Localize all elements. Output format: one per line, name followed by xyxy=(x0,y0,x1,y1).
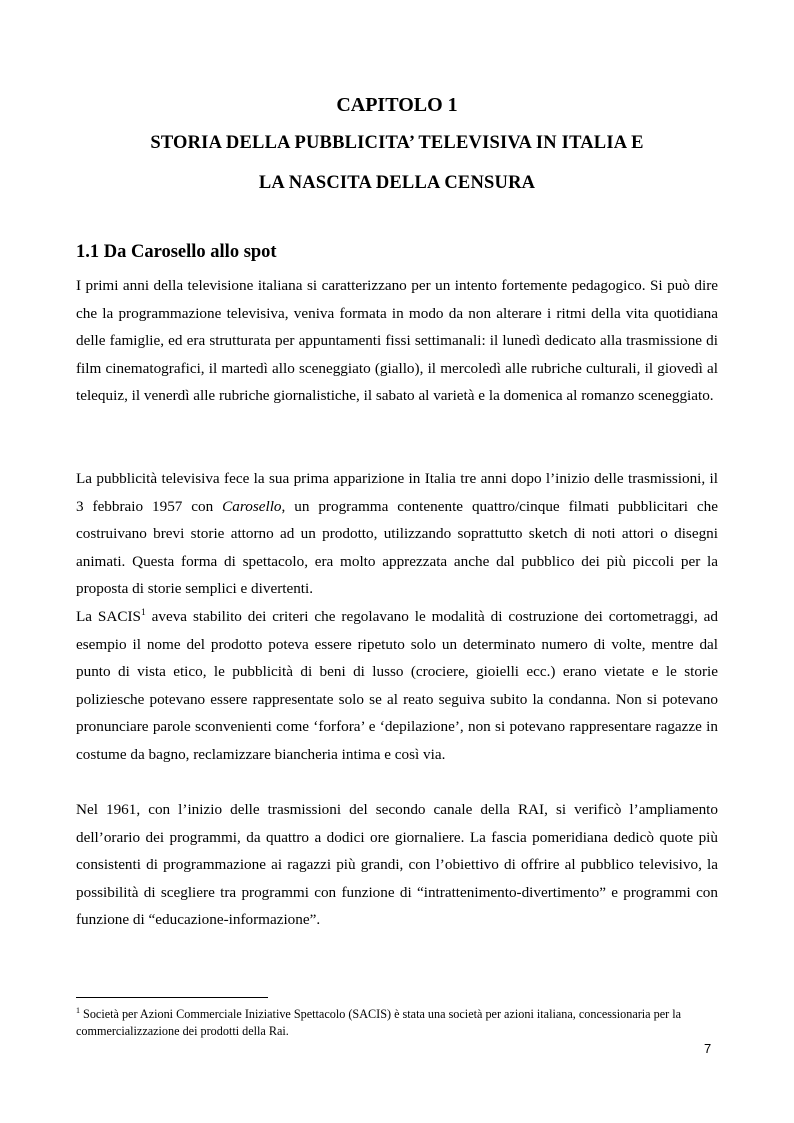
footnote-divider xyxy=(76,997,268,998)
page-number: 7 xyxy=(704,1041,712,1056)
footnote-text: Società per Azioni Commerciale Iniziative Spettacolo (SACIS) è stata una società per azioni italiana, concessionaria per la commercializzazione dei prodotti della Rai. xyxy=(76,1007,682,1038)
section-heading: 1.1 Da Carosello allo spot xyxy=(76,242,277,262)
chapter-title-line-1: STORIA DELLA PUBBLICITA’ TELEVISIVA IN ITALIA E xyxy=(150,133,644,153)
paragraph-carosello-text-start: La pubblicità televisiva fece la sua prima apparizione in Italia tre anni dopo l’inizio delle trasmissioni, il 3 febbraio 1957 con xyxy=(76,470,718,515)
chapter-number: CAPITOLO 1 xyxy=(336,94,458,116)
footnote-reference[interactable]: 1 xyxy=(140,607,146,618)
footnote xyxy=(76,1006,718,1039)
paragraph-sacis-text-start: La SACIS xyxy=(76,608,141,625)
paragraph-carosello-text-end: , un programma contenente quattro/cinque filmati pubblicitari che costruivano brevi storie attorno ad un prodotto, utilizzando soprattutto sketch di noti attori o disegni animati. Questa forma di spettacolo, era molto apprezzata anche dal pubblico dei più piccoli per la proposta di storie semplici e divertenti. xyxy=(76,497,718,598)
paragraph-sacis-text-end: aveva stabilito dei criteri che regolavano le modalità di costruzione dei cortometraggi, ad esempio il nome del prodotto poteva essere ripetuto solo un determinato numero di volte, mentre dal punto di vista etico, le pubblicità di beni di lusso (crociere, gioielli ecc.) erano vietate e le storie poliziesche potevano essere rappresentate solo se al reato seguiva subito la condanna. Non si potevano pronunciare parole sconvenienti come ‘forfora’ e ‘depilazione’, non si potevano rappresentare ragazze in costume da bagno, reclamizzare biancheria intima e così via. xyxy=(76,608,718,763)
carosello-title: Carosello xyxy=(222,497,282,515)
paragraph-programming-schedule: I primi anni della televisione italiana si caratterizzano per un intento fortemente pedagogico. Si può dire che la programmazione televisiva, veniva formata in modo da non alterare i ritmi della vita quotidiana delle famiglie, ed era strutturata per appuntamenti fissi settimanali: il lunedì dedicato alla trasmissione di film cinematografici, il martedì allo sceneggiato (giallo), il mercoledì alle rubriche culturali, il giovedì al telequiz, il venerdì alle rubriche giornalistiche, il sabato al varietà e la domenica al romanzo sceneggiato. xyxy=(76,277,718,405)
chapter-title-line-2: LA NASCITA DELLA CENSURA xyxy=(258,173,536,193)
paragraph-carosello xyxy=(76,465,718,603)
footnote-mark: 1 xyxy=(76,1005,80,1015)
paragraph-sacis-rules xyxy=(76,603,718,769)
paragraph-second-channel: Nel 1961, con l’inizio delle trasmissioni del secondo canale della RAI, si verificò l’ampliamento dell’orario dei programmi, da quattro a dodici ore giornaliere. La fascia pomeridiana dedicò quote più consistenti di programmazione ai ragazzi più grandi, con l’obiettivo di offrire al pubblico televisivo, la possibilità di scegliere tra programmi con funzione di “intrattenimento-divertimento” e programmi con funzione di “educazione-informazione”. xyxy=(76,801,718,929)
